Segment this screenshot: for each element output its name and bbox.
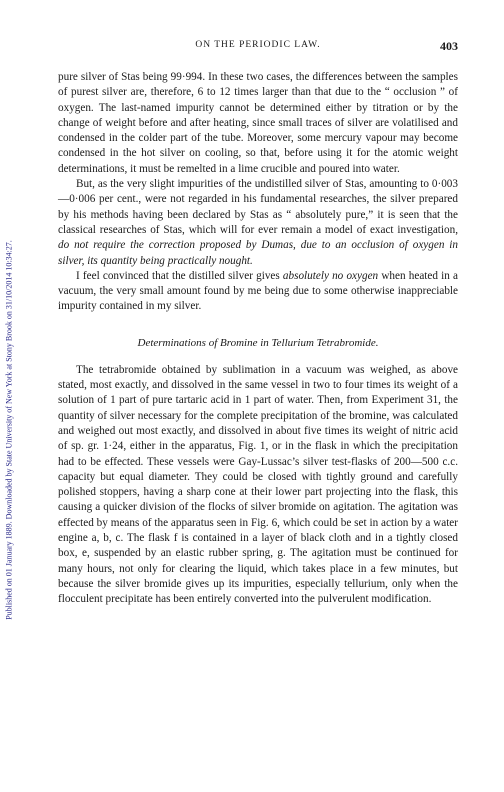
- paragraph-1: pure silver of Stas being 99·994. In these two cases, the differences between the samples of purest silver are, therefore, 6 to 12 times larger than that due to the “ occlusion ” of oxygen. The last-named impurity cannot be determined either by titration or by the change of weight before and after heating, since small traces of silver are volatilised and condensed in the colder part of the tube. Moreover, some mercury vapour may become condensed in the hot silver on cooling, so that, before using it for the atomic weight determinations, it must be remelted in a lime crucible and poured into water.: [58, 71, 458, 175]
- running-title: ON THE PERIODIC LAW.: [195, 40, 321, 50]
- paragraph-3-text-b: when heated in a vacuum, the very small amount found by me being due to some otherwise inappreciable impurity contained in my silver.: [58, 269, 458, 313]
- paragraph-2: [58, 177, 458, 269]
- paragraph-4: The tetrabromide obtained by sublimation in a vacuum was weighed, as above stated, most exactly, and dissolved in the same vessel in two to four times its weight of a solution of 1 part of pure tartaric acid in 1 part of water. Then, from Experiment 31, the quantity of silver necessary for the complete precipitation of the bromine, was calculated and weighed out most exactly, and dissolved in about five times its weight of nitric acid of sp. gr. 1·24, either in the apparatus, Fig. 1, or in the flask in which the precipitation had to be effected. These vessels were Gay-Lussac’s silver test-flasks of 200—500 c.c. capacity but equal diameter. They could be closed with tightly ground and carefully polished stoppers, having a sharp cone at their lower part projecting into the flask, this causing a quicker division of the flocks of silver bromide on agitation. The agitation was effected by means of the apparatus seen in Fig. 6, which could be set in action by a water engine a, b, c. The flask f is contained in a layer of black cloth and in a tightly closed box, e, suspended by an elastic rubber spring, g. The agitation must be continued for many hours, not only for clearing the liquid, which takes place in a few minutes, but because the silver bromide gives up its impurities, especially tellurium, only when the flocculent precipitate has been entirely converted into the pulverulent modification.: [58, 363, 458, 606]
- article-body: [58, 70, 458, 608]
- paragraph-2-text: But, as the very slight impurities of the undistilled silver of Stas, amounting to 0·003—0·006 per cent., were not regarded in his fundamental researches, the silver prepared by his methods having been declared by Stas as “ absolutely pure,” it is seen that the classical researches of Stas, which will for ever remain a model of exact investigation,: [58, 178, 458, 236]
- paragraph-2-emphasis: do not require the correction proposed by Dumas, due to an occlusion of oxygen in silver, its quantity being practically nought.: [58, 239, 458, 267]
- section-heading: Determinations of Bromine in Tellurium Tetrabromide.: [137, 336, 379, 349]
- paragraph-3-text-a: I feel convinced that the distilled silver gives: [76, 269, 280, 282]
- paragraph-3: [58, 269, 458, 315]
- paragraph-3-emphasis: absolutely no oxygen: [282, 269, 379, 282]
- page-number: 403: [440, 39, 458, 53]
- download-watermark: [0, 0, 18, 792]
- watermark-text: Published on 01 January 1889. Downloaded by State University of New York at Stony Brook on 31/10/2014 10:34:27.: [4, 240, 14, 620]
- page-header: [58, 40, 458, 56]
